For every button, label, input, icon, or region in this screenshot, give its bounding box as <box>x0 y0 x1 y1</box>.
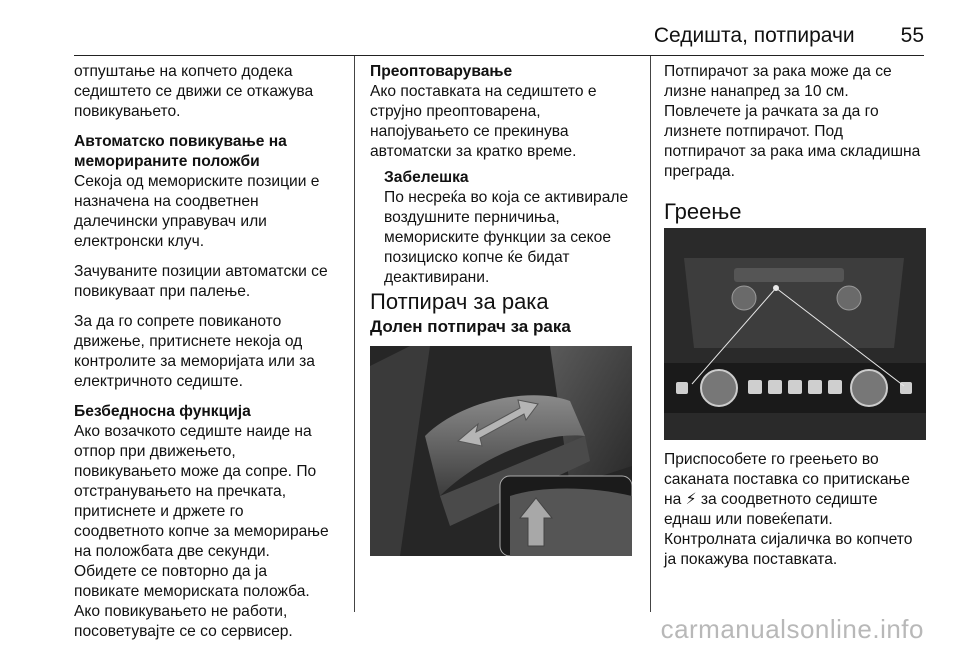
text-line: повикате мемориската положба. <box>74 583 310 600</box>
text-line: отстранувањето на пречката, <box>74 483 287 500</box>
header-rule <box>74 55 924 56</box>
column-3 <box>664 62 936 226</box>
text-line: повикуваат при палење. <box>74 283 251 300</box>
text-line: Контролната сијаличка во копчето <box>664 531 913 548</box>
text-line: електронски клуч. <box>74 233 205 250</box>
text-line: седиштето се движи се откажува <box>74 83 314 100</box>
text-line: За да го сопрете повиканото <box>74 313 282 330</box>
text-line: отпор при движењето, <box>74 443 236 460</box>
text-line: еднаш или повеќепати. <box>664 511 833 528</box>
text-line: ја покажува поставката. <box>664 551 838 568</box>
knob-top-right <box>837 286 861 310</box>
page-number: 55 <box>900 24 924 47</box>
section-heading: Преоптоварување <box>370 63 513 80</box>
text-line: автоматски за кратко време. <box>370 143 577 160</box>
text-line: Секоја од мемориските позиции е <box>74 173 320 190</box>
text-line: Ако поставката на седиштето е <box>370 83 597 100</box>
text-line: на положбата две секунди. <box>74 543 270 560</box>
text-line: Обидете се повторно да ја <box>74 563 268 580</box>
text-line: меморираните положби <box>74 153 260 170</box>
note-title: Забелешка <box>384 169 469 186</box>
text-line: повикувањето. <box>74 103 181 120</box>
text-line: далечински управувач или <box>74 213 267 230</box>
text-line: контролите за меморијата или за <box>74 353 315 370</box>
paragraph <box>74 62 350 122</box>
text-line: преграда. <box>664 163 735 180</box>
text-line: лизнете потпирачот. Под <box>664 123 843 140</box>
column-2 <box>370 62 646 338</box>
text-line: Автоматско повикување на <box>74 133 287 150</box>
text-line: саканата поставка со притискање <box>664 471 910 488</box>
text-line: Ако возачкото седиште наиде на <box>74 423 312 440</box>
paragraph <box>74 262 350 302</box>
temp-knob-left <box>701 370 737 406</box>
page-title: Седишта, потпирачи <box>653 24 855 47</box>
column-divider-2 <box>650 56 651 612</box>
text-line: Повлечете ја рачката за да го <box>664 103 879 120</box>
text-line: струјно преоптоварена, <box>370 103 541 120</box>
column-divider-1 <box>354 56 355 612</box>
text-line: притиснете и држете го <box>74 503 244 520</box>
paragraph <box>664 450 936 530</box>
subsection-heading: Долен потпирач за рака <box>370 317 571 336</box>
text-line: назначена на соодветнен <box>74 193 259 210</box>
text-line: Потпирачот за рака може да се <box>664 63 892 80</box>
paragraph <box>74 422 350 642</box>
vent-strip <box>734 268 844 282</box>
text-line: соодветното копче за меморирање <box>74 523 329 540</box>
text-line: движење, притиснете некоја од <box>74 333 303 350</box>
text-line: електричното седиште. <box>74 373 243 390</box>
text-line: лизне нанапред за 10 см. <box>664 83 849 100</box>
paragraph <box>370 82 646 162</box>
paragraph <box>664 62 936 182</box>
text-line: Ако повикувањето не работи, <box>74 603 288 620</box>
knob-top-left <box>732 286 756 310</box>
armrest-illustration <box>370 346 632 556</box>
text-line: Приспособете го греењето во <box>664 451 879 468</box>
paragraph <box>664 530 936 570</box>
text-line: на ⚡ за соодветното седиште <box>664 491 878 508</box>
text-line: деактивирани. <box>384 269 490 286</box>
paragraph <box>74 172 350 252</box>
text-line: мемориските функции за секое <box>384 229 612 246</box>
temp-knob-right <box>851 370 887 406</box>
text-line: повикувањето може да сопре. По <box>74 463 317 480</box>
text-line: напојувањето се прекинува <box>370 123 569 140</box>
chapter-heading: Греење <box>664 199 742 224</box>
chapter-heading: Потпирач за рака <box>370 289 549 314</box>
page-header <box>74 24 924 48</box>
note-block <box>370 168 646 288</box>
armrest-figure <box>370 346 632 556</box>
callout-origin <box>773 285 779 291</box>
text-line: потпирачот за рака има складишна <box>664 143 921 160</box>
heating-figure <box>664 228 926 440</box>
section-heading <box>74 132 350 172</box>
watermark: carmanualsonline.info <box>660 614 924 644</box>
paragraph <box>74 312 350 392</box>
text-line: позициско копче ќе бидат <box>384 249 570 266</box>
text-line: По несреќа во која се активирале <box>384 189 629 206</box>
text-line: воздушните перничиња, <box>384 209 560 226</box>
climate-panel-illustration <box>664 228 926 440</box>
text-line: отпуштање на копчето додека <box>74 63 293 80</box>
section-heading: Безбедносна функција <box>74 403 251 420</box>
text-line: посоветувајте се со сервисер. <box>74 623 293 640</box>
text-line: Зачуваните позиции автоматски се <box>74 263 328 280</box>
column-3-lower <box>664 450 936 570</box>
column-1 <box>74 62 350 642</box>
